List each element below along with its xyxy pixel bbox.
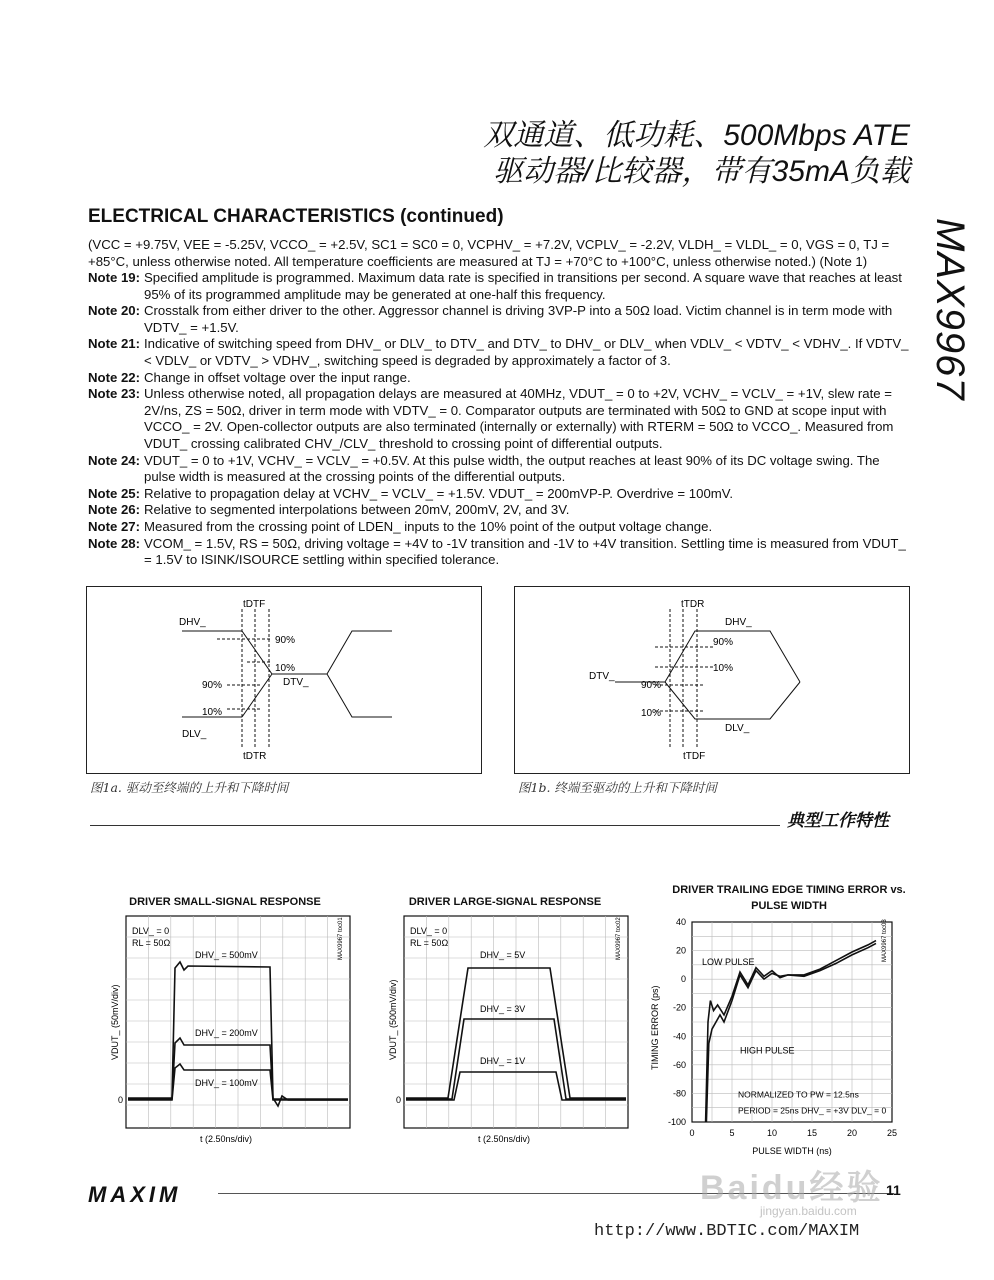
chart-annotation-period: PERIOD = 25ns DHV_ = +3V DLV_ = 0 — [738, 1105, 887, 1116]
y-tick-label: 40 — [675, 917, 686, 927]
label-10-upper: 10% — [713, 663, 734, 674]
label-90-upper: 90% — [713, 637, 734, 648]
note-label: Note 22: — [88, 369, 141, 385]
note-text: Relative to propagation delay at VCHV_ = VCLV_ = +1.5V. VDUT_ = 200mVP-P. Overdrive = 100mV. — [144, 485, 734, 501]
graph-2-trace-label-1: DHV_ = 5V — [480, 950, 526, 960]
y-tick-label: -20 — [672, 1002, 686, 1013]
note-item — [88, 336, 914, 369]
section-title: ELECTRICAL CHARACTERISTICS (continued) — [88, 206, 504, 227]
y-tick-label: 0 — [680, 974, 686, 985]
y-tick-label: -100 — [667, 1117, 686, 1127]
label-tdtf: tDTF — [243, 599, 266, 610]
label-ttdr: tTDR — [681, 599, 705, 610]
chart-xlabel: PULSE WIDTH (ns) — [752, 1146, 832, 1156]
note-label: Note 21: — [88, 336, 141, 352]
label-dhv: DHV_ — [725, 617, 752, 628]
note-item — [88, 386, 914, 452]
graph-1-title: DRIVER SMALL-SIGNAL RESPONSE — [129, 896, 321, 908]
x-tick-label: 5 — [729, 1128, 735, 1138]
graph-2-zero: 0 — [396, 1095, 402, 1105]
y-tick-label: 20 — [675, 945, 686, 956]
graph-1 — [100, 910, 360, 1160]
figure-1a — [86, 586, 482, 774]
x-tick-label: 10 — [766, 1128, 778, 1138]
graph-1-trace-label-2: DHV_ = 200mV — [195, 1028, 258, 1038]
label-dhv: DHV_ — [179, 617, 206, 628]
note-label: Note 24: — [88, 452, 141, 468]
note-text: Relative to segmented interpolations between 20mV, 200mV, 2V, and 3V. — [144, 502, 570, 518]
dtv-diverge — [327, 631, 392, 717]
graph-1-legend-2: RL = 50Ω — [132, 938, 171, 948]
page-number: 11 — [886, 1182, 901, 1198]
label-90-lower: 90% — [202, 680, 223, 691]
figure-1a-caption: 图1a. 驱动至终端的上升和下降时间 — [90, 780, 289, 795]
note-label: Note 20: — [88, 303, 141, 319]
title-line-2: 驱动器/比较器，带有35mA负载 — [493, 155, 910, 188]
maxim-logo: MAXIM — [88, 1182, 182, 1207]
chart-code: MAX9967 toc03 — [882, 919, 888, 962]
label-10-lower: 10% — [641, 708, 662, 719]
graph-2-xlabel: t (2.50ns/div) — [478, 1134, 531, 1144]
test-conditions: (VCC = +9.75V, VEE = -5.25V, VCCO_ = +2.5V, SC1 = SC0 = 0, VCPHV_ = +7.2V, VCPLV_ = -2.2V, VLDH_ = VLDL_ = 0, VGS = 0, TJ = +85°C, unless otherwise noted. All temperature coefficients are measured at TJ = +70°C to +100°C, unless otherwise noted.) (Note 1) — [88, 237, 890, 269]
graph-2-legend-2: RL = 50Ω — [410, 938, 449, 948]
graph-2-code: MAX9967 toc02 — [616, 917, 622, 960]
falling-to-dlv — [665, 682, 800, 719]
graph-2 — [378, 910, 638, 1160]
note-text: Crosstalk from either driver to the other. Aggressor channel is driving 3VP-P into a 50Ω load. Victim channel is in term mode with VDTV_ = +1.5V. — [144, 303, 893, 335]
note-label: Note 26: — [88, 502, 141, 518]
label-90-lower: 90% — [641, 680, 662, 691]
label-90-upper: 90% — [275, 635, 296, 646]
note-text: Unless otherwise noted, all propagation delays are measured at 40MHz, VDUT_ = 0 to +2V, VCHV_ = VCLV_ = +1V, slew rate = 2V/ns, ZS = 50Ω, driver in term mode with VDTV_ = 0. Comparator outputs are terminated with 50Ω to GND at scope input with VCCO_ = 2V. Open-collector outputs are also terminated (internally or externally) with RTERM = 50Ω to VCCO_. Measured from VDUT_ crossing calibrated CHV_/CLV_ threshold to crossing point of differential outputs. — [144, 386, 894, 451]
note-text: Indicative of switching speed from DHV_ or DLV_ to DTV_ and DTV_ to DHV_ or DLV_ when VDLV_ < VDTV_ < VDHV_. If VDTV_ < VDLV_ or VDTV_ > VDHV_, switching speed is degraded by approximately a factor of 3. — [144, 336, 909, 368]
watermark: Baidu经验 — [700, 1169, 884, 1207]
note-text: Measured from the crossing point of LDEN_ inputs to the 10% point of the output voltage change. — [144, 518, 713, 534]
note-label: Note 28: — [88, 535, 141, 551]
note-text: Specified amplitude is programmed. Maximum data rate is specified in transitions per second. A square wave that reaches at least 95% of its programmed amplitude may be generated at one-half this frequency. — [144, 270, 902, 302]
watermark-url: jingyan.baidu.com — [760, 1204, 857, 1218]
chart-annotation-high-pulse: HIGH PULSE — [740, 1045, 795, 1056]
graph-2-trace-label-3: DHV_ = 1V — [480, 1056, 526, 1066]
title-line-1: 双通道、低功耗、500Mbps ATE — [483, 119, 910, 152]
note-item — [88, 536, 914, 569]
page-title — [483, 118, 910, 190]
note-item — [88, 519, 914, 536]
notes-list — [88, 270, 914, 569]
part-number: MAX9967 — [928, 218, 972, 401]
chart-ylabel: TIMING ERROR (ps) — [650, 985, 660, 1070]
label-10-upper: 10% — [275, 663, 296, 674]
note-item — [88, 453, 914, 486]
x-tick-label: 0 — [689, 1128, 695, 1138]
graph-1-trace-label-1: DHV_ = 500mV — [195, 950, 258, 960]
graph-2-trace-label-2: DHV_ = 3V — [480, 1004, 526, 1014]
note-label: Note 19: — [88, 270, 141, 285]
note-item — [88, 370, 914, 387]
y-tick-label: -60 — [672, 1059, 686, 1070]
timing-error-chart — [648, 912, 918, 1170]
graph-2-ylabel: VDUT_ (500mV/div) — [388, 979, 398, 1060]
note-label: Note 27: — [88, 518, 141, 534]
chart-annotation-normalized: NORMALIZED TO PW = 12.5ns — [738, 1089, 859, 1100]
label-dtv: DTV_ — [283, 677, 309, 688]
rising-edge — [242, 674, 272, 717]
graph-1-trace-label-3: DHV_ = 100mV — [195, 1078, 258, 1088]
note-item — [88, 270, 914, 303]
note-label: Note 25: — [88, 485, 141, 501]
label-dtv: DTV_ — [589, 671, 615, 682]
note-text: VDUT_ = 0 to +1V, VCHV_ = VCLV_ = +0.5V. At this pulse width, the output reaches at least 90% of its DC voltage swing. The pulse width is measured at the crossing points of the differential outputs. — [144, 452, 880, 485]
graph-2-legend-1: DLV_ = 0 — [410, 926, 448, 936]
graph-2-title: DRIVER LARGE-SIGNAL RESPONSE — [408, 896, 602, 908]
label-ttdf: tTDF — [683, 751, 706, 762]
chart-title: DRIVER TRAILING EDGE TIMING ERROR vs. PULSE WIDTH — [672, 884, 906, 912]
y-tick-label: -80 — [672, 1088, 686, 1099]
note-text: VCOM_ = 1.5V, RS = 50Ω, driving voltage = +4V to -1V transition and -1V to +4V transition. Settling time is measured from VDUT_ = 1.5V to ISINK/ISOURCE settling within specified tolerance. — [144, 535, 906, 568]
graph-1-xlabel: t (2.50ns/div) — [200, 1134, 253, 1144]
note-item — [88, 303, 914, 336]
graph-1-code: MAX9967 toc01 — [338, 917, 344, 960]
note-text: Change in offset voltage over the input range. — [144, 369, 411, 385]
graph-1-legend-1: DLV_ = 0 — [132, 926, 170, 936]
graph-1-zero: 0 — [118, 1095, 124, 1105]
label-dlv: DLV_ — [182, 729, 207, 740]
figure-1a-diagram — [87, 587, 481, 773]
figure-1b — [514, 586, 910, 774]
note-label: Note 23: — [88, 386, 141, 402]
chart-annotation-low-pulse: LOW PULSE — [702, 956, 755, 967]
label-10-lower: 10% — [202, 707, 223, 718]
x-tick-label: 15 — [806, 1128, 818, 1138]
figure-1b-caption: 图1b. 终端至驱动的上升和下降时间 — [518, 780, 717, 795]
note-item — [88, 486, 914, 503]
source-url[interactable]: http://www.BDTIC.com/MAXIM — [594, 1222, 860, 1241]
typical-characteristics-title: 典型工作特性 — [787, 811, 889, 830]
y-tick-label: -40 — [672, 1031, 686, 1042]
x-tick-label: 25 — [886, 1128, 898, 1138]
section-divider — [90, 825, 780, 826]
label-tdtr: tDTR — [243, 751, 267, 762]
note-item — [88, 502, 914, 519]
label-dlv: DLV_ — [725, 723, 750, 734]
figure-1b-diagram — [515, 587, 909, 773]
x-tick-label: 20 — [846, 1128, 858, 1138]
graph-1-ylabel: VDUT_ (50mV/div) — [110, 984, 120, 1060]
